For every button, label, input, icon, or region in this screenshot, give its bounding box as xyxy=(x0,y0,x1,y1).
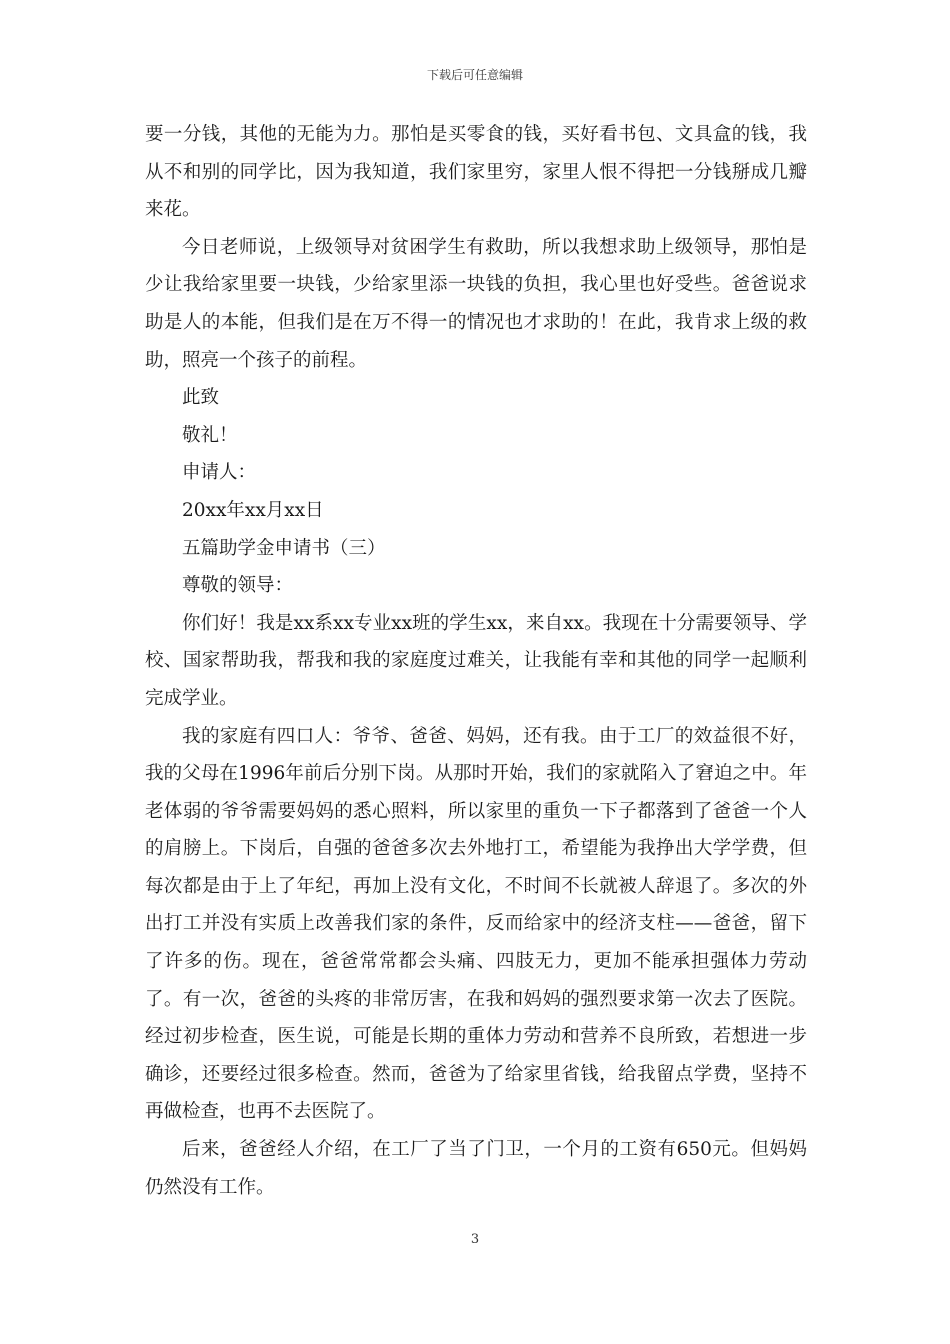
page-number: 3 xyxy=(470,1232,480,1247)
applicant-label: 申请人： xyxy=(182,462,257,484)
date-line: 20xx年xx月xx日 xyxy=(182,499,324,521)
paragraph: 我的家庭有四口人：爷爷、爸爸、妈妈，还有我。由于工厂的效益很不好，我的父母在1996年前后分别下岗。从那时开始，我们的家就陷入了窘迫之中。年老体弱的爷爷需要妈妈的悉心照料，所以家里的重负一下子都落到了爸爸一个人的肩膀上。下岗后，自强的爸爸多次去外地打工，希望能为我挣出大学学费，但每次都是由于上了年纪，再加上没有文化，不时间不长就被人辞退了。多次的外出打工并没有实质上改善我们家的条件，反而给家中的经济支柱——爸爸，留下了许多的伤。现在，爸爸常常都会头痛、四肢无力，更加不能承担强体力劳动了。有一次，爸爸的头疼的非常厉害，在我和妈妈的强烈要求第一次去了医院。经过初步检查，医生说，可能是长期的重体力劳动和营养不良所致，若想进一步确诊，还要经过很多检查。然而，爸爸为了给家里省钱，给我留点学费，坚持不再做检查，也再不去医院了。 xyxy=(145,725,807,1123)
paragraph: 今日老师说，上级领导对贫困学生有救助，所以我想求助上级领导，那怕是少让我给家里要一块钱，少给家里添一块钱的负担，我心里也好受些。爸爸说求助是人的本能，但我们是在万不得一的情况也才求助的！在此，我肯求上级的救助，照亮一个孩子的前程。 xyxy=(145,236,807,371)
greeting: 尊敬的领导： xyxy=(182,575,294,597)
paragraph: 你们好！我是xx系xx专业xx班的学生xx，来自xx。我现在十分需要领导、学校、国家帮助我，帮我和我的家庭度过难关，让我能有幸和其他的同学一起顺利完成学业。 xyxy=(145,612,807,709)
paragraph: 后来，爸爸经人介绍，在工厂了当了门卫，一个月的工资有650元。但妈妈仍然没有工作。 xyxy=(145,1139,807,1198)
closing-regards: 敬礼！ xyxy=(182,424,238,446)
closing-salutation: 此致 xyxy=(182,387,220,409)
section-title: 五篇助学金申请书（三） xyxy=(182,537,386,559)
document-body xyxy=(145,116,807,1206)
paragraph: 要一分钱，其他的无能为力。那怕是买零食的钱，买好看书包、文具盒的钱，我从不和别的同学比，因为我知道，我们家里穷，家里人恨不得把一分钱掰成几瓣来花。 xyxy=(145,124,807,221)
page-header: 下载后可任意编辑 xyxy=(426,68,523,82)
